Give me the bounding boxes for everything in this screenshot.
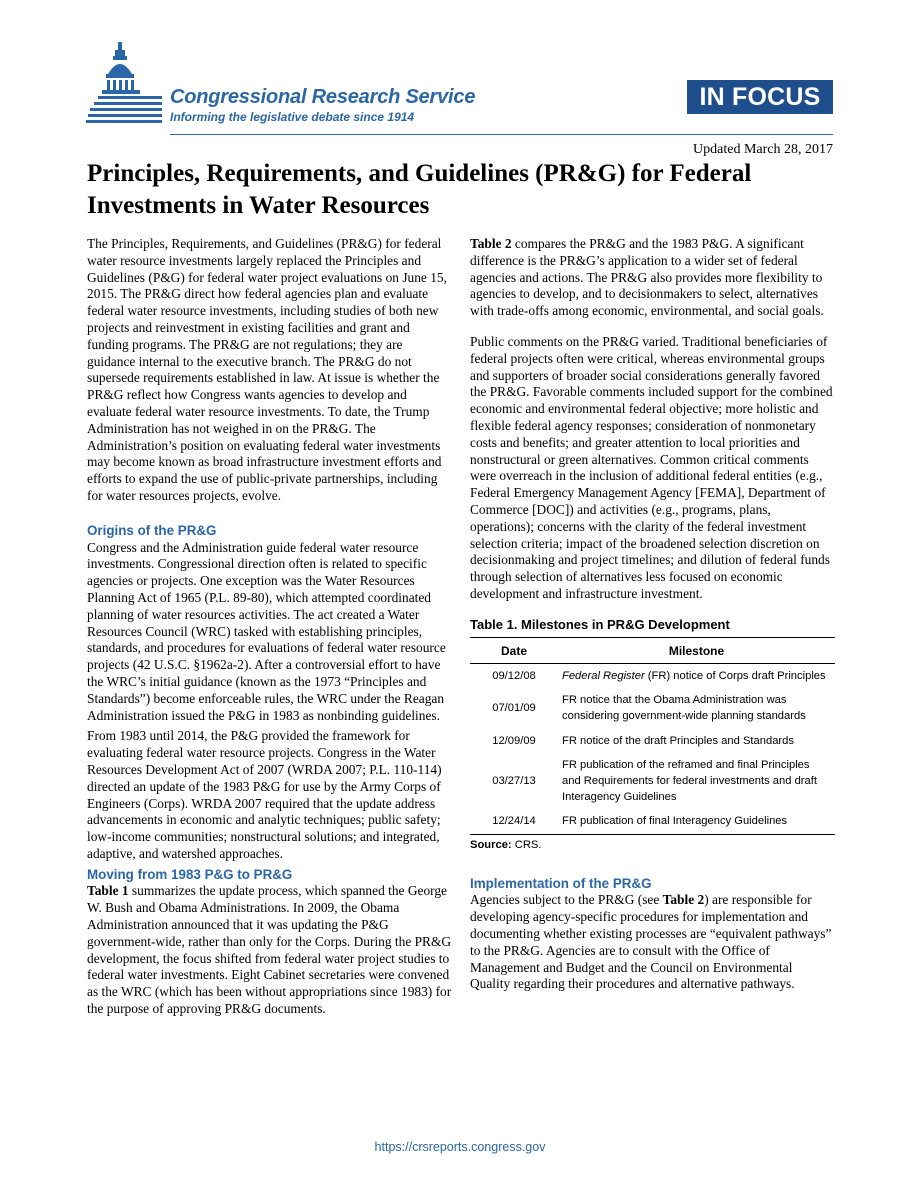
origins-paragraph-2: From 1983 until 2014, the P&G provided the framework for evaluating federal water resource projects. Congress in the Water Resources Development Act of 2007 (WRDA 2007; P.L. 110-114) directed an update of the 1983 P&G for use by the Army Corps of Engineers (Corps). WRDA 2007 required that the update address advancements in economic and analytic techniques; public safety; low-income communities; nonstructural solutions; and integrated, adaptive, and watershed approaches. — [87, 728, 442, 861]
table-2-ref: Table 2 — [470, 236, 512, 251]
row-date: 12/24/14 — [492, 815, 536, 828]
moving-text: summarizes the update process, which spanned the George W. Bush and Obama Administrations. In 2009, the Obama Administration announced that it was updating the P&G government-wide, rather than only for the Corps. During the PR&G development, the focus shifted from federal water project studies to federal water investments. Eight Cabinet secretaries were convened as the WRC (which has been without appropriations since 1983) for the purpose of approving PR&G documents. — [87, 883, 452, 1017]
milestone-em: Federal Register — [562, 669, 645, 682]
left-column — [87, 236, 452, 1018]
row-milestone — [558, 663, 835, 688]
table-row — [470, 809, 835, 833]
impl-table-2-ref: Table 2 — [662, 892, 705, 908]
row-milestone: FR notice of the draft Principles and Standards — [562, 734, 794, 747]
milestone-text: (FR) notice of Corps draft Principles — [644, 669, 826, 682]
in-focus-badge: IN FOCUS — [687, 80, 833, 114]
row-milestone: FR notice that the Obama Administration was considering government-wide planning standards — [562, 694, 806, 723]
table-row — [470, 753, 835, 810]
table-source — [470, 834, 835, 852]
table-1-ref: Table 1 — [87, 883, 129, 899]
impl-text-a: Agencies subject to the PR&G (see — [470, 892, 663, 908]
origins-paragraph-1: Congress and the Administration guide federal water resource investments. Congressional direction often is related to specific agencies or projects. One exception was the Water Resources Planning Act of 1965 (P.L. 89-80), which attempted coordinated planning of water resources activities. The act created a Water Resources Council (WRC) tasked with establishing principles, standards, and procedures for evaluations of federal water resource projects (42 U.S.C. §1962a-2). After a controversial effort to have the WRC’s initial guidance (known as the 1973 “Principles and Standards”) become enforceable rules, the WRC under the Reagan Administration issued the P&G in 1983 as nonbinding guidelines. — [87, 539, 446, 723]
row-date: 12/09/09 — [492, 734, 536, 747]
moving-paragraph — [87, 883, 452, 1017]
capitol-dome-logo-icon — [84, 40, 166, 130]
comments-paragraph: Public comments on the PR&G varied. Traditional beneficiaries of federal projects often were critical, whereas environmental groups and supporters of broader social considerations generally favored the PR&G. Favorable comments included support for the combined economic and environmental federal objective; more holistic and flexible federal agency responses; consideration of nonmonetary costs and benefits; and greater attention to local priorities and nonstructural or green alternatives. Common critical comments were overreach in the inclusion of additional federal entities (e.g., Federal Emergency Management Agency [FEMA], Department of Commerce [DOC]) and activities (e.g., programs, plans, operations); concerns with the clarity of the federal investment selection criteria; impact of the broadened selection discretion on decisionmaking and project timelines; and dilution of federal funds through selection of alternatives less focused on economic development and infrastructure investment. — [470, 333, 833, 601]
row-date: 07/01/09 — [492, 702, 536, 715]
implementation-paragraph — [470, 892, 835, 993]
table-title: Table 1. Milestones in PR&G Development — [470, 617, 835, 638]
page-title: Principles, Requirements, and Guidelines (PR&G) for Federal Investments in Water Resources — [87, 160, 752, 219]
column-header-milestone: Milestone — [558, 638, 835, 664]
org-name: Congressional Research Service — [170, 86, 476, 108]
moving-heading: Moving from 1983 P&G to PR&G — [87, 866, 293, 882]
org-tagline: Informing the legislative debate since 1914 — [170, 110, 415, 124]
implementation-heading: Implementation of the PR&G — [470, 875, 652, 891]
row-milestone: FR publication of the reframed and final Principles and Requirements for federal investments and draft Interagency Guidelines — [562, 758, 817, 804]
comparison-paragraph — [470, 236, 835, 320]
row-date: 09/12/08 — [492, 669, 536, 682]
intro-paragraph: The Principles, Requirements, and Guidelines (PR&G) for federal water resource investments largely replaced the Principles and Guidelines (P&G) for federal water project evaluations on June 15, 2015. The PR&G direct how federal agencies plan and evaluate federal water resource investments, including studies of both new projects and reinvestment in existing facilities and grant and funding programs. The PR&G are not regulations; they are guidance internal to the executive branch. The PR&G do not supersede requirements established in law. At issue is whether the PR&G reflect how Congress wants agencies to develop and evaluate federal water resource investments. To date, the Trump Administration has not weighed in on the PR&G. The Administration’s position on evaluating federal water investments may become known as broad infrastructure investment efforts and efforts to expand the use of public-private partnerships, including for water resources projects, evolve. — [87, 236, 447, 503]
origins-heading: Origins of the PR&G — [87, 522, 217, 538]
table-header-row — [470, 638, 835, 664]
column-header-date: Date — [470, 638, 558, 664]
row-date: 03/27/13 — [492, 774, 536, 787]
row-milestone: FR publication of final Interagency Guidelines — [562, 815, 788, 828]
source-label: Source: — [470, 838, 512, 851]
header-divider — [170, 134, 833, 135]
milestones-table — [470, 638, 835, 834]
source-text: CRS. — [511, 838, 542, 851]
impl-text-b: ) are responsible for developing agency-specific procedures for implementation and documenting whether existing processes are “equivalent pathways” to the PR&G. Agencies are to consult with the Office of Management and Budget and the Council on Environmental Quality regarding their procedures and alternative pathways. — [470, 892, 832, 992]
table-row — [470, 729, 835, 753]
table-row — [470, 663, 835, 688]
updated-date: Updated March 28, 2017 — [693, 142, 833, 157]
footer-url-link[interactable]: https://crsreports.congress.gov — [374, 1140, 546, 1154]
table-row — [470, 688, 835, 728]
right-column — [470, 236, 835, 993]
comparison-text: compares the PR&G and the 1983 P&G. A significant difference is the PR&G’s application to a wider set of federal agencies and actions. The PR&G also provides more flexibility to agencies to develop, and to decisionmakers to select, alternatives with trade-offs among economic, environmental, and social goals. — [470, 236, 824, 319]
header — [0, 0, 920, 140]
